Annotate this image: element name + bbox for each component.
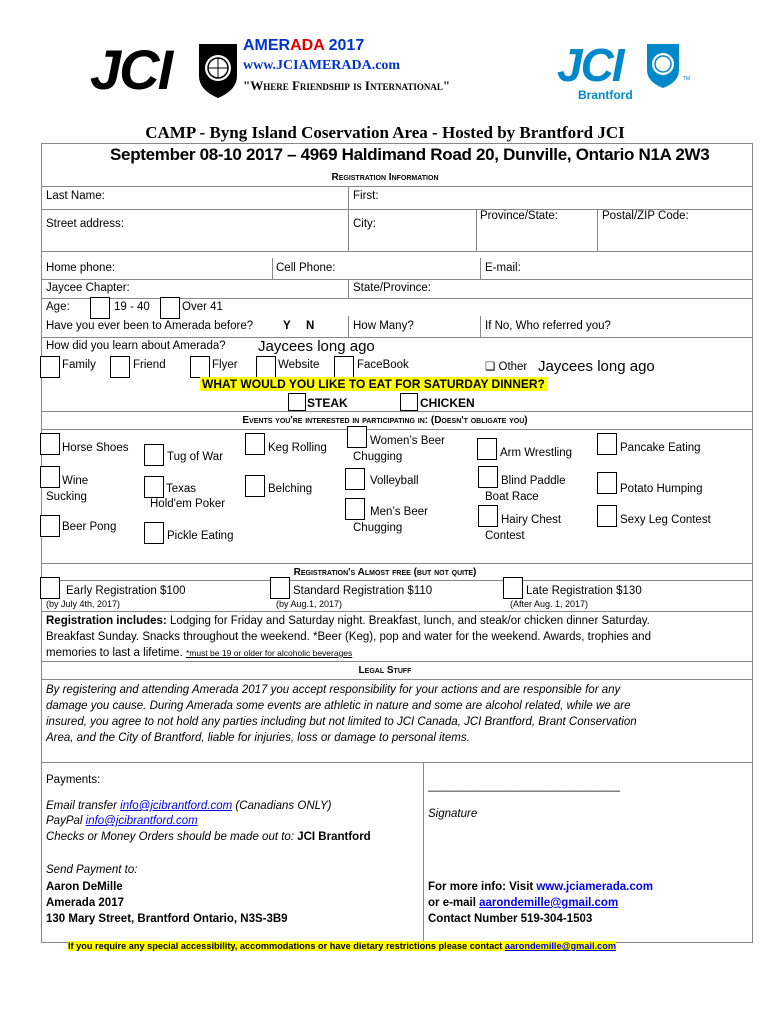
legal-line-4: Area, and the City of Brantford, liable for injuries, loss or damage to personal items.	[46, 732, 470, 744]
chicken-label: CHICKEN	[420, 396, 475, 410]
registration-heading: Registration Information	[331, 172, 439, 183]
arm-wrestling-label: Arm Wrestling	[500, 447, 572, 459]
learn-answer[interactable]: Jaycees long ago	[258, 338, 375, 355]
paypal-line: PayPal info@jcibrantford.com	[46, 815, 198, 827]
jci-shield-icon	[197, 42, 239, 100]
state-province-label: State/Province:	[353, 282, 431, 294]
belching-checkbox[interactable]	[245, 475, 265, 497]
wine-sucking-checkbox[interactable]	[40, 466, 60, 488]
footer-email-link[interactable]: aarondemille@gmail.com	[504, 941, 616, 951]
first-name-label: First:	[353, 190, 379, 202]
keg-rolling-label: Keg Rolling	[268, 442, 327, 454]
texas-holdem-checkbox[interactable]	[144, 476, 164, 498]
pancake-eating-label: Pancake Eating	[620, 442, 701, 454]
tug-of-war-label: Tug of War	[167, 451, 224, 463]
more-info-line: For more info: Visit www.jciamerada.com	[428, 881, 653, 893]
belching-label: Belching	[268, 483, 313, 495]
dinner-question: WHAT WOULD YOU LIKE TO EAT FOR SATURDAY DINNER?	[202, 377, 545, 391]
volleyball-label: Volleyball	[370, 475, 419, 487]
no-option[interactable]: N	[306, 320, 315, 332]
province-state-label: Province/State:	[480, 210, 558, 222]
tug-of-war-checkbox[interactable]	[144, 444, 164, 466]
late-registration-label: Late Registration $130	[526, 585, 642, 597]
slogan: "Where Friendship is International"	[243, 78, 451, 93]
early-registration-label: Early Registration $100	[66, 585, 186, 597]
amerada-title: AMERADA 2017	[243, 37, 365, 54]
hairy-chest-checkbox[interactable]	[478, 505, 498, 527]
city-label: City:	[353, 218, 376, 230]
late-registration-checkbox[interactable]	[503, 577, 523, 599]
camp-title: CAMP - Byng Island Coservation Area - Hosted by Brantford JCI	[145, 123, 625, 142]
holdem-label: Hold'em Poker	[150, 498, 226, 510]
signature-line[interactable]: ______________________________	[428, 780, 620, 792]
or-email-line: or e-mail aarondemille@gmail.com	[428, 897, 619, 909]
boat-race-label: Boat Race	[485, 491, 539, 503]
age-over-41-checkbox[interactable]	[160, 297, 180, 319]
potato-humping-checkbox[interactable]	[597, 472, 617, 494]
friend-checkbox[interactable]	[110, 356, 130, 378]
footer-notice: If you require any special accessibility, accommodations or have dietary restrictions please contact aarondemille@gmail.com	[68, 941, 616, 951]
womens-beer-label: Women’s Beer	[370, 435, 445, 447]
facebook-checkbox[interactable]	[334, 356, 354, 378]
send-payment-label: Send Payment to:	[46, 864, 138, 876]
jci-logo-right: JCI	[557, 39, 623, 91]
last-name-label: Last Name:	[46, 190, 105, 202]
other-label[interactable]: ❑ Other	[485, 361, 528, 373]
sucking-label: Sucking	[46, 491, 87, 503]
family-label: Family	[62, 359, 96, 371]
flyer-label: Flyer	[212, 359, 238, 371]
email-label: E-mail:	[485, 262, 521, 274]
includes-line-2: Breakfast Sunday. Snacks throughout the weekend. *Beer (Keg), pop and water for the weekend. Awards, trophies and	[46, 631, 651, 643]
arm-wrestling-checkbox[interactable]	[477, 438, 497, 460]
mens-beer-label: Men’s Beer	[370, 506, 428, 518]
early-registration-note: (by July 4th, 2017)	[46, 599, 121, 609]
legal-line-2: damage you cause. During Amerada some events are athletic in nature and some are alcohol related, while we are	[46, 700, 631, 712]
family-checkbox[interactable]	[40, 356, 60, 378]
horse-shoes-checkbox[interactable]	[40, 433, 60, 455]
beer-pong-checkbox[interactable]	[40, 515, 60, 537]
cell-phone-label: Cell Phone:	[276, 262, 336, 274]
early-registration-checkbox[interactable]	[40, 577, 60, 599]
legal-heading: Legal Stuff	[358, 665, 412, 676]
keg-rolling-checkbox[interactable]	[245, 433, 265, 455]
blind-paddle-label: Blind Paddle	[501, 475, 566, 487]
hairy-chest-label: Hairy Chest	[501, 514, 562, 526]
pickle-eating-label: Pickle Eating	[167, 530, 234, 542]
mens-beer-checkbox[interactable]	[345, 498, 365, 520]
steak-checkbox[interactable]	[288, 393, 306, 411]
volleyball-checkbox[interactable]	[345, 468, 365, 490]
yes-option[interactable]: Y	[283, 320, 291, 332]
jci-logo-left: JCI	[90, 38, 172, 101]
payee-address: 130 Mary Street, Brantford Ontario, N3S-3B9	[46, 913, 288, 925]
includes-line-1: Registration includes: Lodging for Friday and Saturday night. Breakfast, lunch, and steak/or chicken dinner Saturday.	[46, 615, 650, 627]
payee-name: Aaron DeMille	[46, 881, 123, 893]
age-label: Age:	[46, 301, 70, 313]
been-before-label: Have you ever been to Amerada before?	[46, 320, 254, 332]
womens-beer-checkbox[interactable]	[347, 426, 367, 448]
includes-line-3: memories to last a lifetime. *must be 19 or older for alcoholic beverages	[46, 647, 353, 659]
potato-humping-label: Potato Humping	[620, 483, 703, 495]
flyer-checkbox[interactable]	[190, 356, 210, 378]
email-transfer: Email transfer info@jcibrantford.com (Canadians ONLY)	[46, 800, 332, 812]
age-over-41-label: Over 41	[182, 301, 223, 313]
legal-line-1: By registering and attending Amerada 2017 you accept responsibility for your actions and are responsible for any	[46, 684, 621, 696]
age-19-40-label: 19 - 40	[114, 301, 150, 313]
email-transfer-link[interactable]: info@jcibrantford.com	[120, 800, 233, 812]
pickle-eating-checkbox[interactable]	[144, 522, 164, 544]
contact-number: Contact Number 519-304-1503	[428, 913, 593, 925]
more-info-link[interactable]: www.jciamerada.com	[536, 881, 653, 893]
standard-registration-note: (by Aug.1, 2017)	[276, 599, 343, 609]
sexy-leg-checkbox[interactable]	[597, 505, 617, 527]
learn-label: How did you learn about Amerada?	[46, 340, 226, 352]
events-heading: Events you're interested in participating in: (Doesn't obligate you)	[242, 415, 528, 426]
wine-label: Wine	[62, 475, 89, 487]
referred-label: If No, Who referred you?	[485, 320, 611, 332]
texas-label: Texas	[166, 483, 197, 495]
website-link[interactable]: www.JCIAMERADA.com	[243, 58, 401, 73]
date-location: September 08-10 2017 – 4969 Haldimand Road 20, Dunville, Ontario N1A 2W3	[110, 145, 710, 164]
jci-shield-icon-blue	[645, 42, 681, 90]
beer-pong-label: Beer Pong	[62, 521, 117, 533]
friend-label: Friend	[133, 359, 166, 371]
standard-registration-checkbox[interactable]	[270, 577, 290, 599]
postal-label: Postal/ZIP Code:	[602, 210, 689, 222]
street-label: Street address:	[46, 218, 124, 230]
other-answer[interactable]: Jaycees long ago	[538, 358, 655, 375]
age-19-40-checkbox[interactable]	[90, 297, 110, 319]
horse-shoes-label: Horse Shoes	[62, 442, 129, 454]
website-checkbox[interactable]	[256, 356, 276, 378]
tm-mark: TM	[683, 76, 691, 82]
paypal-link[interactable]: info@jcibrantford.com	[85, 815, 198, 827]
signature-label: Signature	[428, 808, 478, 820]
pancake-eating-checkbox[interactable]	[597, 433, 617, 455]
pricing-heading: Registration's Almost free (but not quite)	[293, 567, 477, 578]
home-phone-label: Home phone:	[46, 262, 116, 274]
brantford-label: Brantford	[578, 88, 633, 102]
legal-line-3: insured, you agree to not hold any parties including but not limited to JCI Canada, JCI Brantford, Brant Conservation	[46, 716, 637, 728]
contest-label: Contest	[485, 530, 525, 542]
blind-paddle-checkbox[interactable]	[478, 466, 498, 488]
steak-label: STEAK	[307, 396, 348, 410]
womens-chugging-label: Chugging	[353, 451, 403, 463]
sexy-leg-label: Sexy Leg Contest	[620, 514, 711, 526]
late-registration-note: (After Aug. 1, 2017)	[510, 599, 589, 609]
website-label: Website	[278, 359, 320, 371]
chapter-label: Jaycee Chapter:	[46, 282, 130, 294]
chicken-checkbox[interactable]	[400, 393, 418, 411]
payee-org: Amerada 2017	[46, 897, 124, 909]
payments-label: Payments:	[46, 774, 101, 786]
or-email-link[interactable]: aarondemille@gmail.com	[479, 897, 619, 909]
alcohol-note: *must be 19 or older for alcoholic beverages	[185, 648, 353, 658]
cheque-line: Checks or Money Orders should be made out to: JCI Brantford	[46, 831, 371, 843]
mens-chugging-label: Chugging	[353, 522, 403, 534]
facebook-label: FaceBook	[357, 359, 409, 371]
standard-registration-label: Standard Registration $110	[293, 585, 433, 597]
how-many-label: How Many?	[353, 320, 414, 332]
